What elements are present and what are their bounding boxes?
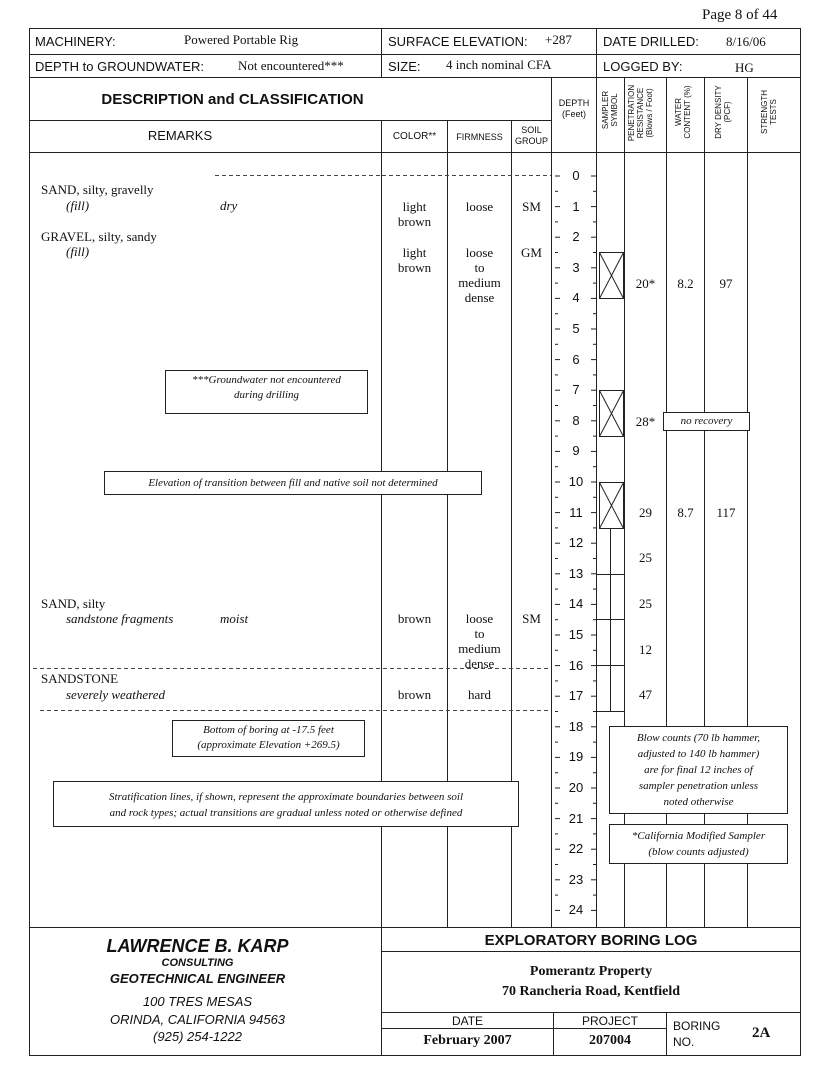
layer-name: SAND, silty xyxy=(41,596,106,611)
penetration-value: 47 xyxy=(639,687,652,702)
layer-sub: (fill) xyxy=(66,198,90,213)
color-header: COLOR** xyxy=(392,131,437,142)
depth-label: 4 xyxy=(572,290,580,306)
depth-label: 14 xyxy=(568,596,584,612)
depth-label: 16 xyxy=(568,657,584,673)
date-drilled-label: DATE DRILLED: xyxy=(603,34,699,49)
sampler-header: SAMPLER SYMBOL xyxy=(601,90,619,130)
company-address-line2: ORINDA, CALIFORNIA 94563 xyxy=(109,1012,286,1027)
date-label: DATE xyxy=(451,1014,484,1028)
date-drilled-value: 8/16/06 xyxy=(726,34,766,49)
layer-sub: (fill) xyxy=(66,244,90,259)
depth-label: 1 xyxy=(572,198,580,214)
layer-name: SAND, silty, gravelly xyxy=(41,182,154,197)
water-content-value: 8.7 xyxy=(677,505,694,520)
depth-label: 12 xyxy=(568,535,584,551)
depth-label: 11 xyxy=(569,504,583,520)
sampler-symbols xyxy=(597,253,624,713)
depth-label: 2 xyxy=(572,229,580,245)
description-title: DESCRIPTION and CLASSIFICATION xyxy=(101,91,364,108)
depth-label: 18 xyxy=(568,718,584,734)
depth-label: 24 xyxy=(568,902,584,918)
depth-label: 15 xyxy=(568,627,584,642)
surface-elevation-label: SURFACE ELEVATION: xyxy=(388,34,528,49)
layer-firmness: loose to medium dense xyxy=(458,245,501,305)
penetration-value: 20* xyxy=(635,276,656,291)
transition-note: Elevation of transition between fill and native soil not determined xyxy=(104,471,482,495)
property-name: Pomerantz Property xyxy=(529,964,653,979)
depth-label: 3 xyxy=(572,259,580,275)
machinery-value: Powered Portable Rig xyxy=(184,32,299,47)
depth-label: 8 xyxy=(572,412,580,428)
surface-elevation-value: +287 xyxy=(545,32,572,47)
depth-label: 7 xyxy=(572,382,580,398)
logged-by-value: HG xyxy=(735,60,754,75)
depth-label: 10 xyxy=(568,474,584,489)
penetration-value: 12 xyxy=(639,642,652,657)
depth-label: 19 xyxy=(568,749,584,765)
water-content-header: WATER CONTENT (%) xyxy=(674,85,692,139)
layer-name: SANDSTONE xyxy=(41,671,119,686)
page-number: Page 8 of 44 xyxy=(702,7,778,23)
company-address-line1: 100 TRES MESAS xyxy=(142,994,253,1009)
dry-density-value: 97 xyxy=(719,276,733,291)
project-value: 207004 xyxy=(589,1033,631,1048)
logged-by-label: LOGGED BY: xyxy=(603,59,683,74)
depth-label: 21 xyxy=(568,810,584,826)
layer-color: brown xyxy=(397,687,432,702)
soil-group-header: SOIL GROUP xyxy=(514,125,548,146)
layer-firmness: hard xyxy=(467,687,492,702)
layer-sub: sandstone fragments xyxy=(66,611,174,626)
depth-label: 13 xyxy=(568,565,584,581)
log-title: EXPLORATORY BORING LOG xyxy=(484,932,698,949)
layer-name: GRAVEL, silty, sandy xyxy=(41,229,157,244)
company-phone: (925) 254-1222 xyxy=(153,1029,242,1044)
layer-color: light brown xyxy=(397,245,432,275)
california-sampler-note: *California Modified Sampler (blow counts adjusted) xyxy=(609,824,788,864)
company-profession: GEOTECHNICAL ENGINEER xyxy=(109,971,286,986)
property-address: 70 Rancheria Road, Kentfield xyxy=(501,984,681,999)
boring-value: 2A xyxy=(752,1025,771,1041)
no-recovery-note: no recovery xyxy=(663,412,750,431)
depth-header: DEPTH (Feet) xyxy=(558,98,590,119)
groundwater-note: ***Groundwater not encountered during drilling xyxy=(165,370,368,414)
penetration-value: 28* xyxy=(635,414,656,429)
company-subtitle: CONSULTING xyxy=(161,957,234,969)
layer-firmness: loose to medium dense xyxy=(458,611,501,671)
machinery-label: MACHINERY: xyxy=(35,34,116,49)
company-name: LAWRENCE B. KARP xyxy=(106,936,289,956)
size-value: 4 inch nominal CFA xyxy=(446,57,552,72)
layer-color: light brown xyxy=(397,199,432,229)
firmness-header: FIRMNESS xyxy=(456,132,503,142)
layer-group: GM xyxy=(521,245,542,260)
remarks-header: REMARKS xyxy=(147,128,213,143)
depth-label: 9 xyxy=(572,443,580,459)
layer-moisture: dry xyxy=(220,198,238,213)
blow-count-note: Blow counts (70 lb hammer, adjusted to 140 lb hammer) are for final 12 inches of sampler penetration unless noted otherwise xyxy=(609,726,788,814)
depth-label: 23 xyxy=(568,871,584,887)
layer-moisture: moist xyxy=(220,611,249,626)
layer-group: SM xyxy=(522,611,541,626)
layer-group: SM xyxy=(522,199,541,214)
penetration-value: 29 xyxy=(639,505,652,520)
strength-tests-header: STRENGTH TESTS xyxy=(760,90,778,134)
layer-color: brown xyxy=(397,611,432,626)
depth-label: 6 xyxy=(572,351,580,367)
dry-density-value: 117 xyxy=(716,505,736,520)
groundwater-value: Not encountered*** xyxy=(238,58,344,73)
bottom-of-boring-note: Bottom of boring at -17.5 feet (approximate Elevation +269.5) xyxy=(172,720,365,757)
size-label: SIZE: xyxy=(388,59,421,74)
depth-label: 17 xyxy=(568,688,584,704)
depth-label: 22 xyxy=(568,841,584,857)
depth-label: 5 xyxy=(572,321,580,336)
penetration-header: PENETRATION RESISTANCE (Blows / Foot) xyxy=(627,84,654,142)
penetration-value: 25 xyxy=(639,550,652,565)
date-value: February 2007 xyxy=(423,1033,512,1048)
layer-sub: severely weathered xyxy=(66,687,166,702)
project-label: PROJECT xyxy=(581,1014,638,1028)
boring-label: BORING NO. xyxy=(673,1019,721,1049)
depth-label: 0 xyxy=(572,168,580,183)
water-content-value: 8.2 xyxy=(677,276,694,291)
dry-density-header: DRY DENSITY (PCF) xyxy=(714,85,732,139)
layer-firmness: loose xyxy=(465,199,494,214)
penetration-value: 25 xyxy=(639,596,652,611)
stratification-note: Stratification lines, if shown, represent the approximate boundaries between soil and rock types; actual transitions are gradual unless noted or otherwise defined xyxy=(53,781,519,827)
groundwater-label: DEPTH to GROUNDWATER: xyxy=(35,59,205,74)
depth-label: 20 xyxy=(568,780,584,795)
